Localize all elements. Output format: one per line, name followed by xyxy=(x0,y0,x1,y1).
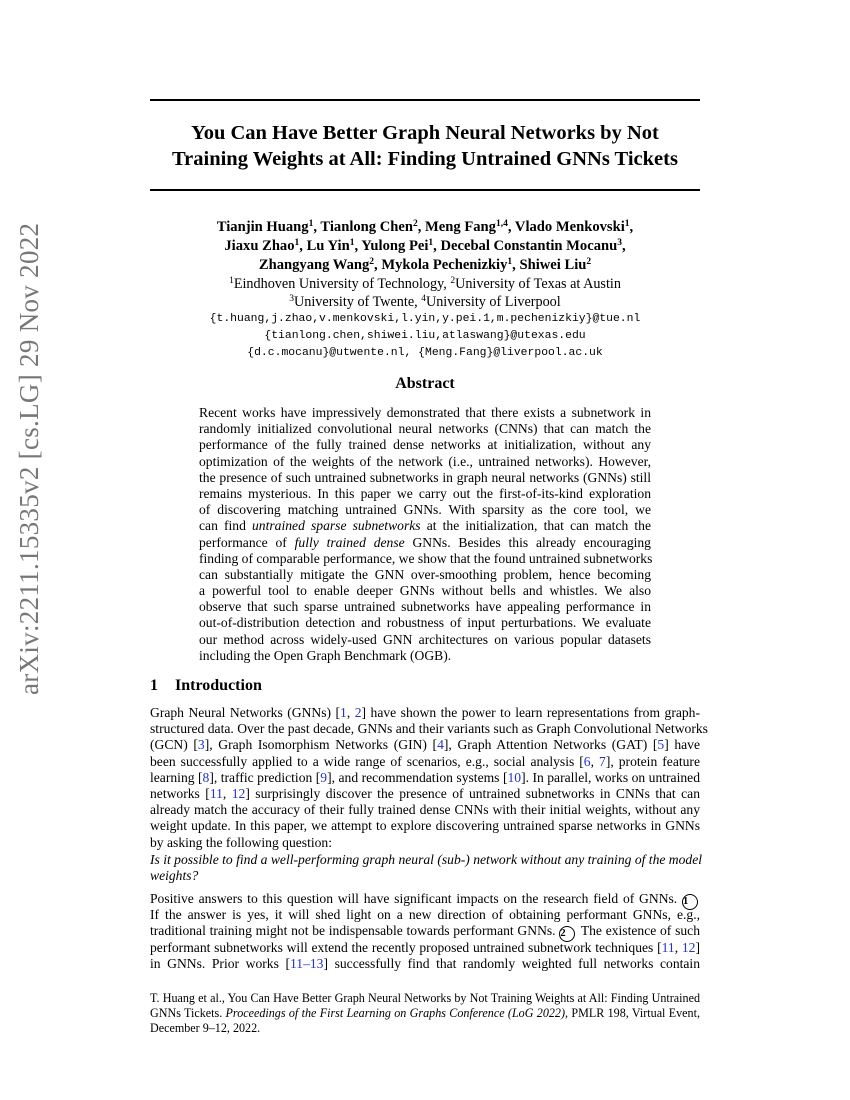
abstract-line: randomly initialized convolutional neural networks (CNNs) that can match the xyxy=(199,421,651,437)
email-line-3: {d.c.mocanu}@utwente.nl, {Meng.Fang}@liverpool.ac.uk xyxy=(247,347,603,359)
text-run: weight update. In this paper, we attempt to explore discovering untrained sparse networks in GNNs xyxy=(150,818,700,834)
body-line xyxy=(150,956,700,972)
abstract-body xyxy=(199,405,651,664)
text-run: GNNs Tickets. xyxy=(150,1006,226,1020)
abstract-line xyxy=(199,518,651,534)
affil-text: University of Texas at Austin xyxy=(455,276,621,292)
text-run: already match the accuracy of their fully trained dense CNNs with their initial weights, without any xyxy=(150,802,700,818)
body-line xyxy=(150,786,700,802)
abstract-line: of discovering matching untrained GNNs. With sparsity as the core tool, we xyxy=(199,502,651,518)
author-affiliation-sup: 2 xyxy=(586,257,592,267)
author-separator: , xyxy=(299,238,307,254)
text-run: in GNNs. Prior works [ xyxy=(150,955,290,971)
text-run: [ xyxy=(335,705,341,720)
body-line: If the answer is yes, it will shed light on a new direction of obtaining performant GNNs, e.g., xyxy=(150,907,700,923)
text-run: can find xyxy=(199,518,252,534)
title-line-1: You Can Have Better Graph Neural Networks by Not xyxy=(191,122,659,144)
affil-text: Eindhoven University of Technology, xyxy=(233,276,451,292)
emphasis: untrained sparse subnetworks xyxy=(252,518,421,534)
citation-link[interactable]: 6 xyxy=(583,753,591,769)
citation-link[interactable]: 2 xyxy=(354,705,362,720)
body-line xyxy=(150,923,700,939)
author-affiliation-sup: 1,4 xyxy=(495,219,508,229)
citation-link[interactable]: 1 xyxy=(340,705,347,720)
author-name: Jiaxu Zhao xyxy=(224,238,295,254)
email-line-1: {t.huang,j.zhao,v.menkovski,l.yin,y.pei.1,m.pechenizkiy}@tue.nl xyxy=(209,313,641,325)
text-run: traditional training might not be indispensable towards performant GNNs. xyxy=(150,923,560,939)
author-affiliation-sup: 2 xyxy=(412,219,418,229)
abstract-line: finding of comparable performance, we show that the found untrained subnetworks xyxy=(199,550,653,566)
text-run: ] surprisingly discover the presence of untrained subnetworks in CNNs that can xyxy=(245,785,701,801)
title-line-2: Training Weights at All: Finding Untrained GNNs Tickets xyxy=(172,148,678,170)
author-separator: , xyxy=(433,238,441,254)
author-name: Tianlong Chen xyxy=(320,219,413,235)
title-top-rule xyxy=(150,99,700,101)
abstract-line: our method across widely-used GNN architectures on various popular datasets xyxy=(199,631,651,647)
abstract-line: performance of the fully trained dense networks at initialization, without any xyxy=(199,437,651,453)
author-name: Zhangyang Wang xyxy=(258,257,370,273)
citation-link[interactable]: 7 xyxy=(599,753,606,769)
affil-sup: 1 xyxy=(229,276,234,286)
author-name: Decebal Constantin Mocanu xyxy=(440,238,618,254)
abstract-heading: Abstract xyxy=(395,375,455,392)
text-run: (GCN) [ xyxy=(150,737,198,753)
author-separator: , xyxy=(374,257,382,273)
text-run: learning [ xyxy=(150,769,203,785)
research-question xyxy=(150,852,703,884)
author-separator: , xyxy=(621,238,626,254)
body-line xyxy=(150,737,700,753)
author-affiliation-sup: 1 xyxy=(308,219,314,229)
affil-sup: 4 xyxy=(421,294,426,304)
text-run: at the initialization, that can match the xyxy=(420,518,651,534)
author-row-3 xyxy=(150,256,700,275)
text-run: been successfully applied to a wide range of scenarios, e.g., social analysis [ xyxy=(150,753,584,769)
intro-paragraph-1 xyxy=(150,705,708,851)
author-affiliation-sup: 2 xyxy=(369,257,375,267)
text-run: structured data. Over the past decade, GNNs and their variants such as Graph Convolutional Networks xyxy=(150,721,708,737)
body-line xyxy=(150,721,708,737)
citation-dash[interactable]: – xyxy=(303,955,310,971)
author-name: Lu Yin xyxy=(306,238,350,254)
text-run: ] have xyxy=(664,737,701,753)
citation-link[interactable]: 8 xyxy=(202,769,210,785)
body-line xyxy=(150,818,700,834)
author-row-2 xyxy=(150,237,700,256)
circled-number-marker: 2 xyxy=(559,926,575,942)
text-run: , xyxy=(346,705,355,720)
venue-emphasis: Proceedings of the First Learning on Graphs Conference (LoG 2022) xyxy=(225,1006,565,1020)
abstract-line: remains mysterious. In this paper we carry out the first-of-its-kind exploration xyxy=(199,485,651,501)
text-run: networks [ xyxy=(150,785,210,801)
author-separator: , xyxy=(507,219,515,235)
citation-link[interactable]: 11 xyxy=(209,785,223,801)
citation-link[interactable]: 12 xyxy=(681,939,696,955)
text-run: ], and recommendation systems [ xyxy=(327,769,508,785)
author-affiliation-sup: 1 xyxy=(507,257,513,267)
abstract-line: a powerful tool to enable deeper GNNs without bells and whistles. We also xyxy=(199,583,651,599)
text-run: ] successfully find that randomly weighted full networks contain xyxy=(323,955,701,971)
text-run: Graph Neural Networks (GNNs) xyxy=(150,705,336,720)
author-row-1 xyxy=(150,218,700,237)
affil-text: University of Twente, xyxy=(294,294,422,310)
affiliation-line-1 xyxy=(150,275,700,293)
author-block xyxy=(150,218,700,362)
circled-number-marker: 1 xyxy=(682,894,698,910)
text-run: , xyxy=(674,939,682,955)
paper-title xyxy=(150,120,700,172)
author-separator: , xyxy=(629,219,634,235)
abstract-line: including the Open Graph Benchmark (OGB). xyxy=(199,647,452,663)
citation-link[interactable]: 10 xyxy=(507,769,522,785)
text-run: performant subnetworks will extend the recently proposed untrained subnetwork techniques [ xyxy=(150,939,662,955)
author-name: Shiwei Liu xyxy=(519,257,587,273)
abstract-line: the presence of such untrained subnetworks in graph neural networks (GNNs) still xyxy=(199,469,651,485)
text-run: ], Graph Isomorphism Networks (GIN) [ xyxy=(204,737,438,753)
citation-link[interactable]: 12 xyxy=(231,785,246,801)
affiliation-line-2 xyxy=(150,293,700,311)
text-run: ], Graph Attention Networks (GAT) [ xyxy=(443,737,658,753)
citation-link[interactable]: 4 xyxy=(437,737,444,753)
author-separator: , xyxy=(354,238,362,254)
citation-link[interactable]: 3 xyxy=(197,737,205,753)
footnote-line: T. Huang et al., You Can Have Better Graph Neural Networks by Not Training Weights at All: Finding Untrained xyxy=(150,991,700,1005)
intro-paragraph-2 xyxy=(150,891,700,972)
section-heading-introduction xyxy=(150,677,262,695)
author-separator: , xyxy=(417,219,426,235)
abstract-line: observe that such sparse untrained subnetworks have appealing performance in xyxy=(199,599,651,615)
text-run: Positive answers to this question will have significant impacts on the research field of GNNs. xyxy=(150,891,682,906)
section-number: 1 xyxy=(150,677,158,694)
text-run: ]. In parallel, works on untrained xyxy=(521,769,700,785)
abstract-line: can substantially mitigate the GNN over-smoothing problem, hence becoming xyxy=(199,566,651,582)
footnote-citation xyxy=(150,991,700,1036)
affil-text: University of Liverpool xyxy=(425,294,561,310)
text-run: performance of xyxy=(199,534,295,550)
author-name: Mykola Pechenizkiy xyxy=(381,257,508,273)
author-affiliation-sup: 1 xyxy=(349,238,355,248)
author-name: Tianjin Huang xyxy=(216,219,309,235)
citation-link[interactable]: 13 xyxy=(309,955,324,971)
author-affiliation-sup: 1 xyxy=(428,238,434,248)
author-affiliation-sup: 3 xyxy=(617,238,622,248)
body-line xyxy=(150,754,700,770)
title-bottom-rule xyxy=(150,189,700,191)
text-run: by asking the following question: xyxy=(150,834,332,850)
author-affiliation-sup: 1 xyxy=(294,238,300,248)
arxiv-identifier: arXiv:2211.15335v2 [cs.LG] 29 Nov 2022 xyxy=(14,222,44,695)
citation-link[interactable]: 5 xyxy=(657,737,665,753)
abstract-line: out-of-distribution detection and robustness of input perturbations. We evaluate xyxy=(199,615,651,631)
question-line: weights? xyxy=(150,868,199,884)
author-name: Vlado Menkovski xyxy=(514,219,625,235)
emphasis: fully trained dense xyxy=(294,534,405,550)
text-run: ], traffic prediction [ xyxy=(209,769,321,785)
citation-link[interactable]: 11 xyxy=(289,955,304,971)
affil-sup: 3 xyxy=(289,294,295,304)
author-affiliation-sup: 1 xyxy=(624,219,630,229)
citation-link[interactable]: 9 xyxy=(320,769,328,785)
text-run: , PMLR 198, Virtual Event, xyxy=(565,1006,700,1020)
footnote-line: December 9–12, 2022. xyxy=(150,1021,261,1035)
body-line xyxy=(150,705,700,721)
author-separator: , xyxy=(313,219,321,235)
abstract-line: optimization of the weights of the network (i.e., untrained networks). However, xyxy=(199,453,651,469)
abstract-line xyxy=(199,535,651,551)
text-run: GNNs. Besides this already encouraging xyxy=(404,534,651,550)
body-line xyxy=(150,891,700,907)
text-run: ] have shown the power to learn representations from graph- xyxy=(361,705,700,720)
author-name: Yulong Pei xyxy=(361,238,429,254)
text-run: ] xyxy=(695,939,700,955)
author-name: Meng Fang xyxy=(425,219,496,235)
abstract-line: Recent works have impressively demonstrated that there exists a subnetwork in xyxy=(199,405,651,420)
affil-sup: 2 xyxy=(450,276,456,286)
question-line: Is it possible to find a well-performing graph neural (sub-) network without any training of the model xyxy=(150,852,703,867)
section-title: Introduction xyxy=(175,677,262,694)
citation-link[interactable]: 11 xyxy=(661,939,675,955)
text-run: , xyxy=(590,753,600,769)
text-run: ], protein feature xyxy=(605,753,700,769)
email-line-2: {tianlong.chen,shiwei.liu,atlaswang}@utexas.edu xyxy=(264,330,586,342)
author-separator: , xyxy=(512,257,520,273)
text-run: , xyxy=(222,785,232,801)
body-line xyxy=(150,770,700,786)
text-run: The existence of such xyxy=(577,923,700,939)
body-line xyxy=(150,802,700,818)
body-line xyxy=(150,835,700,851)
body-line xyxy=(150,940,700,956)
footnote-line xyxy=(150,1006,700,1021)
